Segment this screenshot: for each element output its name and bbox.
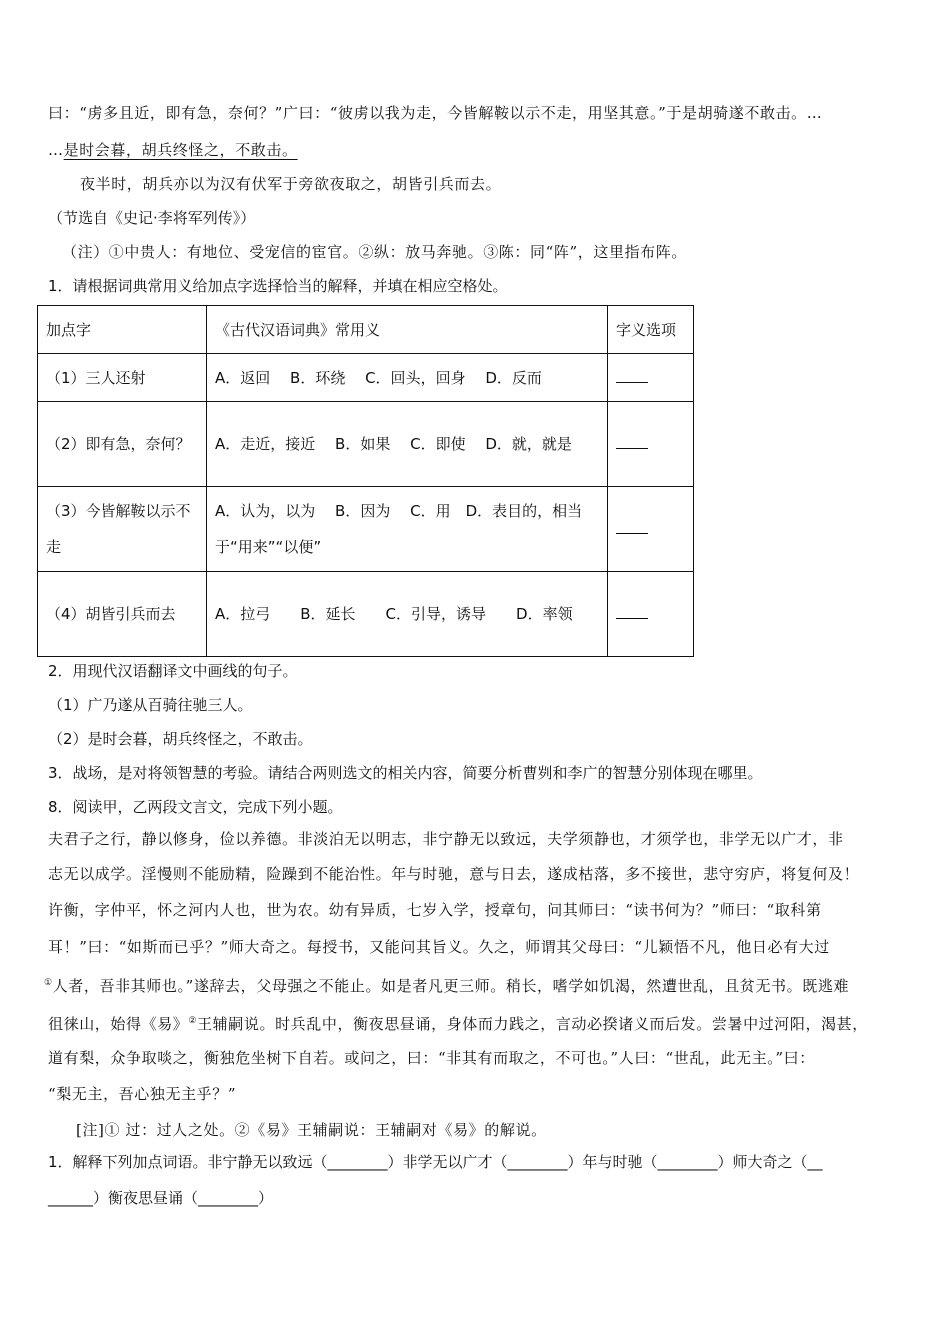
passage-source: （节选自《史记·李将军列传》） [48,209,256,227]
answer-line [616,519,648,534]
passage-yi-line-3-text: 人者，吾非其师也。”遂辞去，父母强之不能止。如是者凡更三师。稍长，嗜学如饥渴，然遭世乱，且贫无书。既逃难 [52,977,850,995]
footnote-marker-2: ② [188,1016,198,1026]
answer-line [616,434,648,449]
passage-yi-line-3 [44,973,849,996]
question-2-sentence-2: （2）是时会暮，胡兵终怪之，不敢击。 [48,730,313,748]
passage-a-line-2 [48,140,298,160]
row-word: （1）三人还射 [38,354,207,402]
answer-blank[interactable] [608,487,694,572]
footnote-marker-1: ① [44,978,53,988]
answer-blank[interactable] [608,572,694,657]
table-header-row [38,306,694,354]
passage-note: （注）①中贵人：有地位、受宠信的宦官。②纵：放马奔驰。③陈：同“阵”，这里指布阵。 [62,243,687,261]
row-word: （2）即有急，奈何？ [38,402,207,487]
header-answer: 字义选项 [608,306,694,354]
passage-yi-line-5: 道有梨，众争取啖之，衡独危坐树下自若。或问之，曰：“非其有而取之，不可也。”人曰：“世乱，此无主。”曰： [48,1049,815,1067]
passage-jia-line-1: 夫君子之行，静以修身，俭以养德。非淡泊无以明志，非宁静无以致远，夫学须静也，才须学也，非学无以广才，非 [48,830,844,848]
question-3-prompt: 3．战场，是对将领智慧的考验。请结合两则选文的相关内容，简要分析曹刿和李广的智慧分别体现在哪里。 [48,764,763,782]
header-word: 加点字 [38,306,207,354]
table-row [38,572,694,657]
row-word: （4）胡皆引兵而去 [38,572,207,657]
passage-yi-line-4-b: 王辅嗣说。时兵乱中，衡夜思昼诵，身体而力践之，言动必揆诸义而后发。尝暑中过河阳，渴甚， [197,1015,868,1033]
table-row [38,402,694,487]
question-8-1-line-1[interactable]: 1．解释下列加点词语。非宁静无以致远（________）非学无以广才（________）年与时驰（________）师大奇之（__ [48,1153,823,1171]
ellipsis-prefix: … [48,141,64,159]
header-meaning: 《古代汉语词典》常用义 [207,306,608,354]
passage-yi-line-6: “梨无主，吾心独无主乎？” [48,1085,237,1103]
answer-line [616,368,648,383]
passage-a-line-3: 夜半时，胡兵亦以为汉有伏军于旁欲夜取之，胡皆引兵而去。 [80,175,502,193]
answer-blank[interactable] [608,402,694,487]
answer-line [616,604,648,619]
passage-yi-line-4 [48,1011,868,1034]
row-meaning: A．认为，以为 B．因为 C．用 D．表目的，相当于“用来”“以便” [207,487,608,572]
question-2-sentence-1: （1）广乃遂从百骑往驰三人。 [48,696,253,714]
passage-a-line-1: 曰：“虏多且近，即有急，奈何？”广曰：“彼虏以我为走，今皆解鞍以示不走，用坚其意。”于是胡骑遂不敢击。… [48,104,823,122]
table-row [38,354,694,402]
question-2-prompt: 2．用现代汉语翻译文中画线的句子。 [48,662,298,680]
row-meaning: A．拉弓 B．延长 C．引导，诱导 D．率领 [207,572,608,657]
answer-blank[interactable] [608,354,694,402]
passage-yi-line-1: 许衡，字仲平，怀之河内人也，世为农。幼有异质，七岁入学，授章句，问其师曰：“读书何为？”师曰：“取科第 [48,901,822,919]
question-8-1-line-2[interactable]: ______）衡夜思昼诵（________） [48,1189,274,1207]
question-1-prompt: 1．请根据词典常用义给加点字选择恰当的解释，并填在相应空格处。 [48,277,508,295]
row-meaning: A．走近，接近 B．如果 C．即使 D．就，就是 [207,402,608,487]
vocab-table [37,305,694,657]
row-meaning: A．返回 B．环绕 C．回头，回身 D．反而 [207,354,608,402]
underlined-sentence: 是时会暮，胡兵终怪之，不敢击。 [63,141,298,159]
passage-yi-line-2: 耳！”曰：“如斯而已乎？”师大奇之。每授书，又能问其旨义。久之，师谓其父母曰：“儿颖悟不凡，他日必有大过 [48,938,830,956]
passage-jia-line-2: 志无以成学。淫慢则不能励精，险躁到不能治性。年与时驰，意与日去，遂成枯落，多不接世，悲守穷庐，将复何及！ [48,865,860,883]
passage-note-2: [注]① 过：过人之处。②《易》王辅嗣说：王辅嗣对《易》的解说。 [76,1121,547,1139]
table-row [38,487,694,572]
passage-yi-line-4-a: 徂徕山，始得《易》 [48,1015,189,1033]
row-word: （3）今皆解鞍以示不走 [38,487,207,572]
question-8-prompt: 8．阅读甲，乙两段文言文，完成下列小题。 [48,798,343,816]
